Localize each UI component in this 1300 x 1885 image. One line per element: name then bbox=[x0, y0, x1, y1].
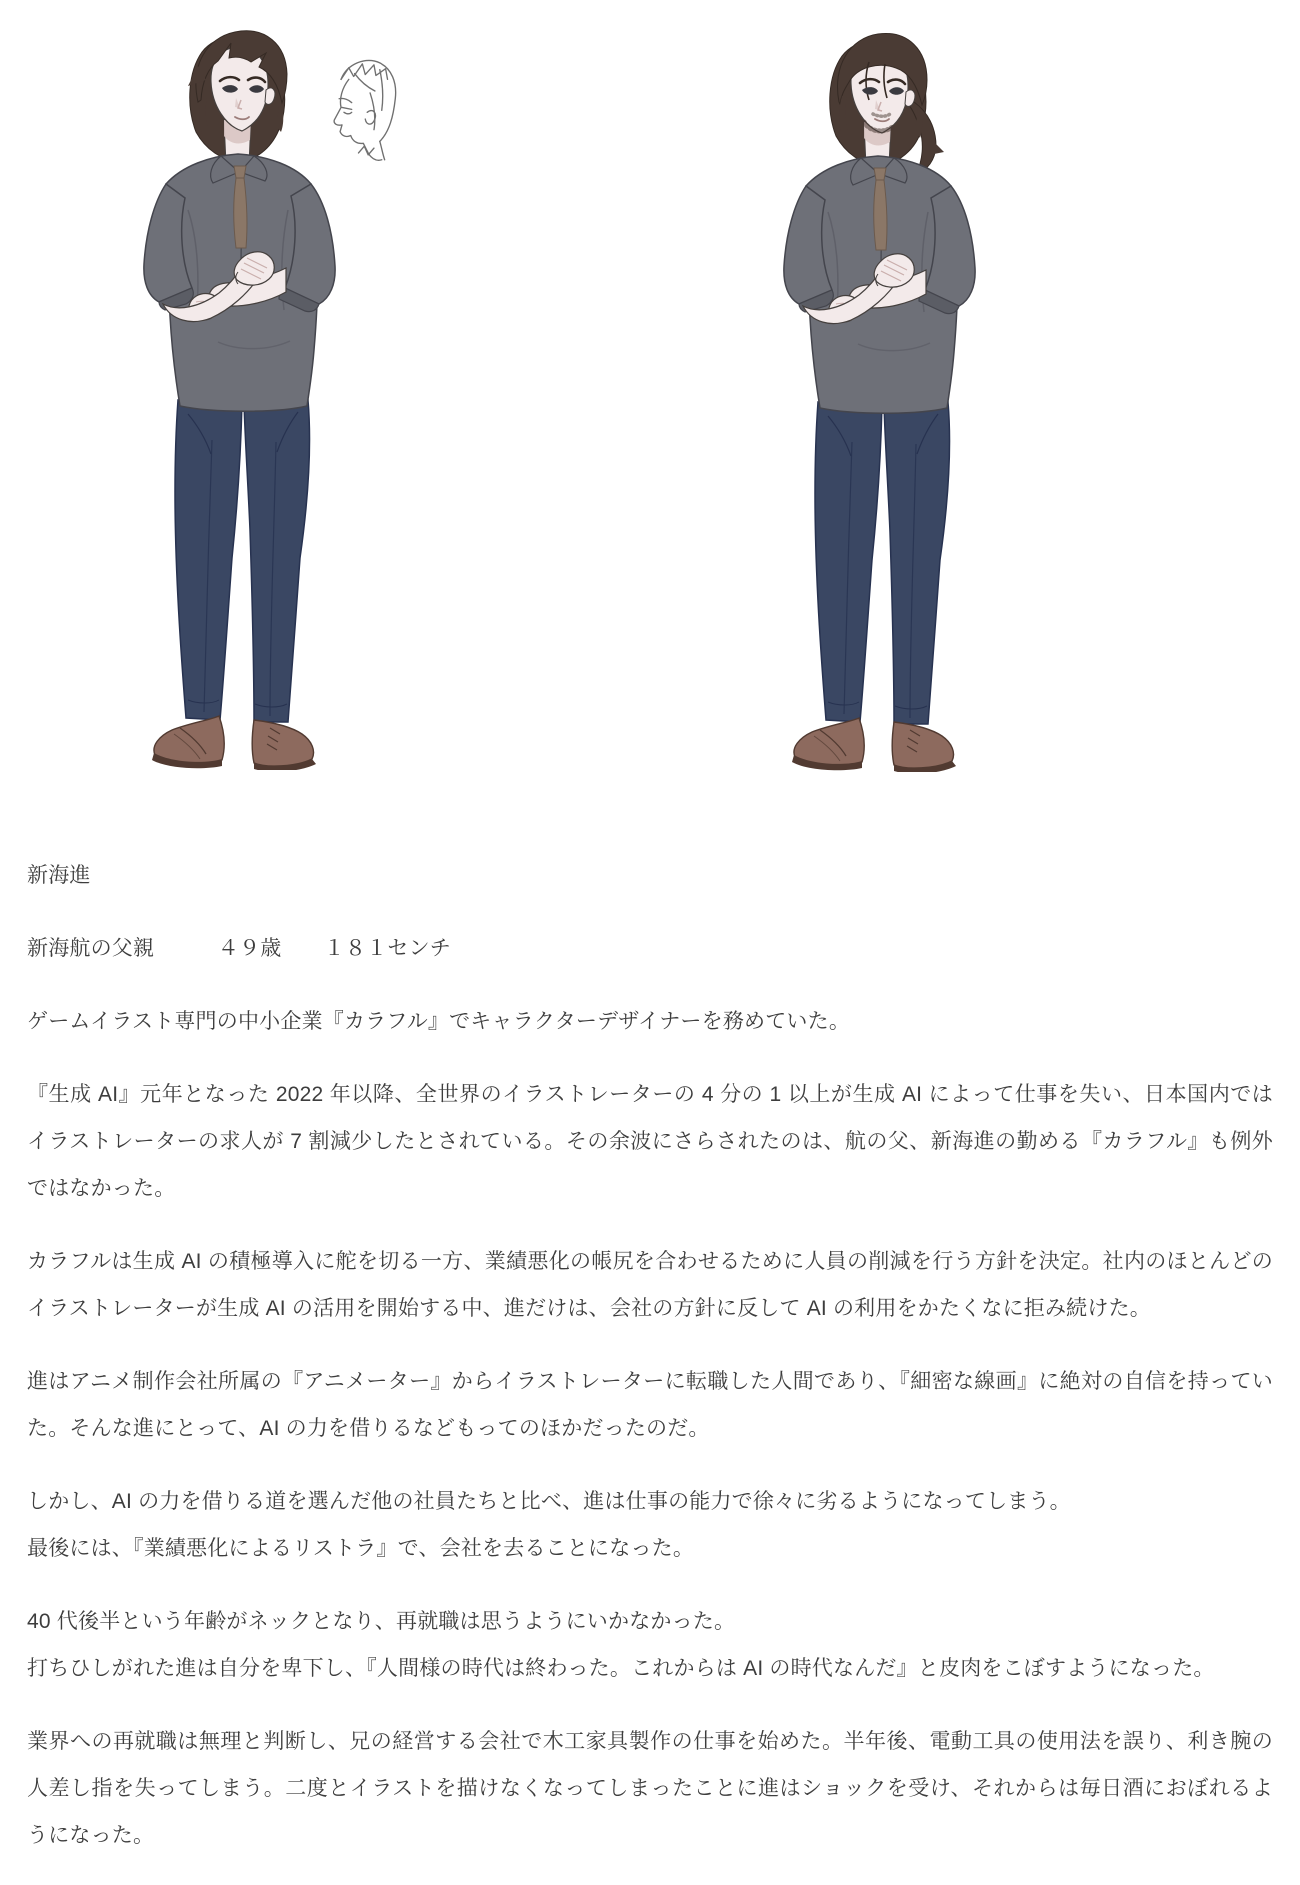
head-front bbox=[188, 31, 287, 164]
sketch-neck bbox=[380, 141, 385, 159]
character-name: 新海進 bbox=[27, 864, 91, 887]
paragraph-age bbox=[27, 1598, 1273, 1692]
paragraph-decline bbox=[27, 1478, 1273, 1572]
character-profile-line: 新海航の父親 ４９歳 １８１センチ bbox=[27, 937, 451, 960]
paragraph-animator-background: 進はアニメ制作会社所属の『アニメーター』からイラストレーターに転職した人間であり、『細密な線画』に絶対の自信を持っていた。そんな進にとって、AI の力を借りるなどもってのほかだったのだ。 bbox=[27, 1370, 1273, 1440]
paragraph-age-line2: 打ちひしがれた進は自分を卑下し、『人間様の時代は終わった。これからは AI の時代なんだ』と皮肉をこぼすようになった。 bbox=[27, 1657, 1215, 1680]
sketch-hair-strands bbox=[355, 70, 383, 130]
paragraph-age-line1: 40 代後半という年齢がネックとなり、再就職は思うようにいかなかった。 bbox=[27, 1610, 736, 1633]
paragraph-final: 業界への再就職は無理と判断し、兄の経営する会社で木工家具製作の仕事を始めた。半年後、電動工具の使用法を誤り、利き腕の人差し指を失ってしまう。二度とイラストを描けなくなってしまったことに進はショックを受け、それからは毎日酒におぼれるようになった。 bbox=[27, 1730, 1273, 1847]
paragraph-decline-line1: しかし、AI の力を借りる道を選んだ他の社員たちと比べ、進は仕事の能力で徐々に劣るようになってしまう。 bbox=[27, 1490, 1071, 1513]
profile-face-sketch bbox=[312, 50, 404, 162]
character-illustration-variant bbox=[758, 12, 998, 772]
paragraph-generative-ai: 『生成 AI』元年となった 2022 年以降、全世界のイラストレーターの 4 分の 1 以上が生成 AI によって仕事を失い、日本国内ではイラストレーターの求人が 7 割減少したとされている。その余波にさらされたのは、航の父、新海進の勤める『カラフル』も例外ではなかった。 bbox=[27, 1083, 1273, 1200]
sketch-collar bbox=[358, 146, 373, 155]
character-profile-text bbox=[27, 852, 1273, 1885]
sketch-eye bbox=[342, 107, 352, 113]
paragraph-decline-line2: 最後には、『業績悪化によるリストラ』で、会社を去ることになった。 bbox=[27, 1537, 695, 1560]
paragraph-intro: ゲームイラスト専門の中小企業『カラフル』でキャラクターデザイナーを務めていた。 bbox=[27, 1010, 851, 1033]
paragraph-colorful-policy: カラフルは生成 AI の積極導入に舵を切る一方、業績悪化の帳尻を合わせるために人員の削減を行う方針を決定。社内のほとんどのイラストレーターが生成 AI の活用を開始する中、進だけは、会社の方針に反して AI の利用をかたくなに拒み続けた。 bbox=[27, 1250, 1273, 1320]
